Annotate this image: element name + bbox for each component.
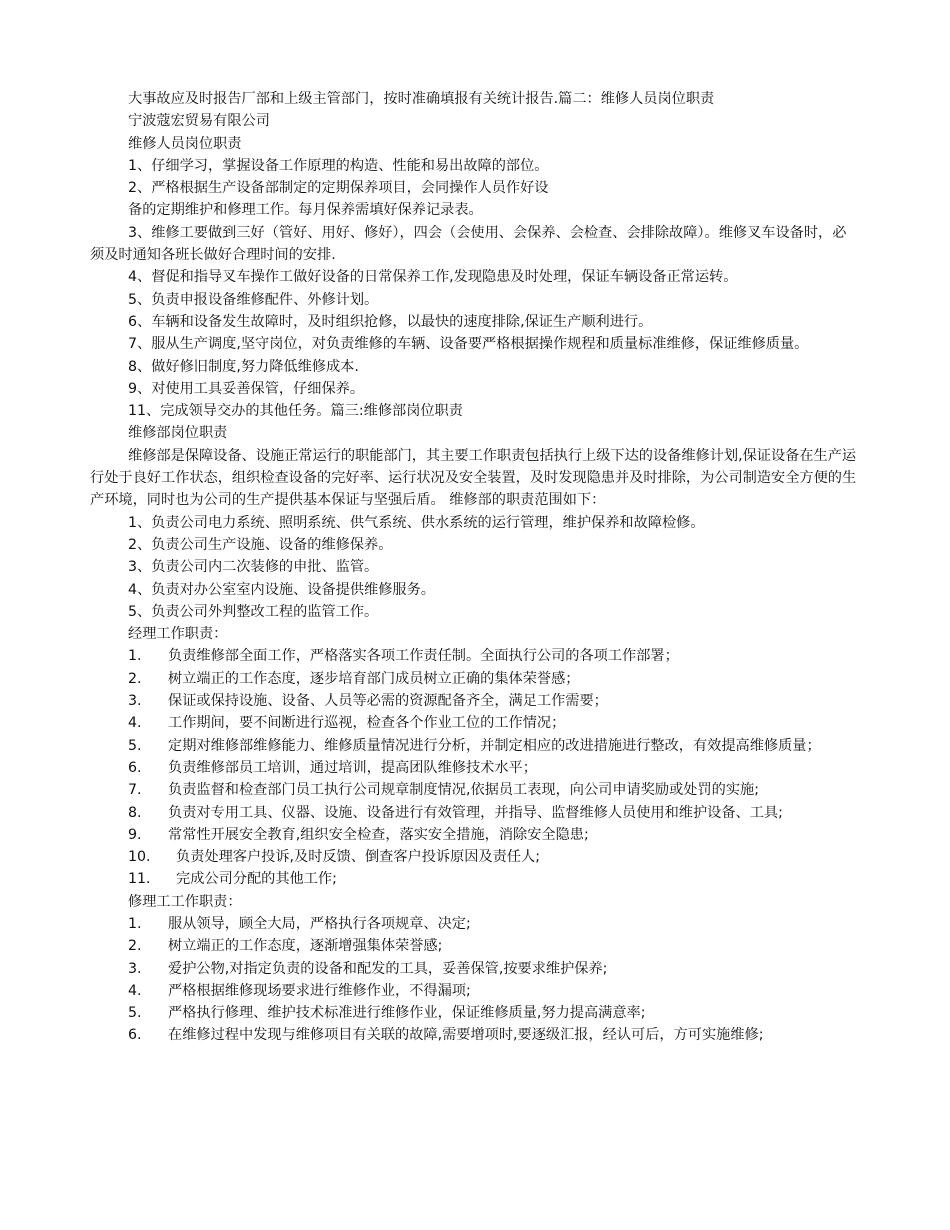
list-number: 6. [128,759,142,776]
list-text: 定期对维修部维修能力、维修质量情况进行分析，并制定相应的改进措施进行整改，有效提高维修质量； [168,737,821,754]
duty-item: 1、仔细学习，掌握设备工作原理的构造、性能和易出故障的部位。 [128,157,549,174]
duty-item: 9、对使用工具妥善保管，仔细保养。 [128,380,365,397]
list-number: 11. [128,871,151,888]
manager-duty-item [90,712,860,734]
list-number: 10. [128,849,151,866]
list-text: 完成公司分配的其他工作; [176,871,337,888]
list-number: 5. [128,1005,142,1022]
repair-duties-list [90,913,860,1047]
duty-item: 6、车辆和设备发生故障时，及时组织抢修，以最快的速度排除,保证生产顺利进行。 [128,313,653,330]
list-text: 负责维修部员工培训，通过培训，提高团队维修技术水平； [168,759,537,776]
list-text: 工作期间，要不间断进行巡视，检查各个作业工位的工作情况； [168,715,566,732]
scope-item: 2、负责公司生产设施、设备的维修保养。 [128,536,393,553]
duty-item: 3、维修工要做到三好（管好、用好、修好），四会（会使用、会保养、会检查、会排除故障）。维修叉车设备时，必须及时通知各班长做好合理时间的安排. [90,224,847,264]
manager-duty-item [90,668,860,690]
manager-duty-item [90,802,860,824]
list-text: 负责监督和检查部门员工执行公司规章制度情况,依据员工表现，向公司申请奖励或处罚的实施; [168,782,759,799]
list-text: 严格根据维修现场要求进行维修作业，不得漏项; [168,982,471,999]
duty-item: 5、负责申报设备维修配件、外修计划。 [128,291,379,308]
list-text: 负责处理客户投诉,及时反馈、倒查客户投诉原因及责任人; [176,849,540,866]
repair-duty-item [90,1002,860,1024]
list-number: 6. [128,1027,142,1044]
company-name: 宁波蔻宏贸易有限公司 [128,113,270,130]
repair-duties-heading: 修理工工作职责： [128,893,242,910]
manager-duty-item [90,779,860,801]
repair-duty-item [90,1024,860,1046]
list-number: 4. [128,715,142,732]
list-number: 2. [128,938,142,955]
manager-duty-item [90,757,860,779]
duty-item: 11、完成领导交办的其他任务。篇三:维修部岗位职责 [128,403,463,420]
manager-duties-list [90,645,860,890]
list-text: 负责对专用工具、仪器、设施、设备进行有效管理，并指导、监督维修人员使用和维护设备、工具; [168,804,783,821]
manager-duty-item [90,735,860,757]
list-number: 3. [128,960,142,977]
list-number: 2. [128,670,142,687]
list-number: 9. [128,826,142,843]
department-intro: 维修部是保障设备、设施正常运行的职能部门，其主要工作职责包括执行上级下达的设备维修计划,保证设备在生产运行处于良好工作状态，组织检查设备的完好率、运行状况及安全装置，及时发现隐患并及时排除，为公司制造安全方便的生产环境，同时也为公司的生产提供基本保证与坚强后盾。 维修部的职责范围如下： [90,447,857,509]
list-text: 常常性开展安全教育,组织安全检查，落实安全措施，消除安全隐患; [168,826,589,843]
section-title: 维修部岗位职责 [128,425,228,442]
scope-item: 4、负责对办公室室内设施、设备提供维修服务。 [128,581,435,598]
repair-duty-item [90,980,860,1002]
manager-duty-item [90,846,860,868]
list-number: 1. [128,648,142,665]
duty-item: 8、做好修旧制度,努力降低维修成本. [128,358,359,375]
repair-duty-item [90,958,860,980]
manager-duty-item [90,690,860,712]
section-title: 维修人员岗位职责 [128,135,242,152]
manager-duty-item [90,868,860,890]
duty-item: 2、严格根据生产设备部制定的定期保养项目，会同操作人员作好设 [128,180,549,197]
list-number: 7. [128,782,142,799]
duty-item-continued: 备的定期维护和修理工作。每月保养需填好保养记录表。 [128,202,483,219]
list-text: 负责维修部全面工作，严格落实各项工作责任制。全面执行公司的各项工作部署； [168,648,679,665]
document-page [90,88,860,1047]
repair-duty-item [90,913,860,935]
list-text: 在维修过程中发现与维修项目有关联的故障,需要增项时,要逐级汇报，经认可后，方可实施维修; [168,1027,764,1044]
list-text: 严格执行修理、维护技术标准进行维修作业，保证维修质量,努力提高满意率; [168,1005,646,1022]
duty-item: 7、服从生产调度,坚守岗位，对负责维修的车辆、设备要严格根据操作规程和质量标准维修，保证维修质量。 [128,336,809,353]
scope-item: 3、负责公司内二次装修的申批、监管。 [128,559,379,576]
repair-duty-item [90,935,860,957]
list-number: 4. [128,982,142,999]
list-number: 3. [128,693,142,710]
manager-duty-item [90,824,860,846]
duty-item: 4、督促和指导叉车操作工做好设备的日常保养工作,发现隐患及时处理，保证车辆设备正常运转。 [128,269,738,286]
manager-duty-item [90,645,860,667]
list-text: 爱护公物,对指定负责的设备和配发的工具，妥善保管,按要求维护保养; [168,960,608,977]
list-text: 树立端正的工作态度，逐步培育部门成员树立正确的集体荣誉感； [168,670,580,687]
list-number: 5. [128,737,142,754]
scope-item: 1、负责公司电力系统、照明系统、供气系统、供水系统的运行管理，维护保养和故障检修。 [128,514,705,531]
list-text: 保证或保持设施、设备、人员等必需的资源配备齐全，满足工作需要； [168,693,608,710]
list-text: 树立端正的工作态度，逐渐增强集体荣誉感; [168,938,443,955]
text-line: 大事故应及时报告厂部和上级主管部门，按时准确填报有关统计报告.篇二：维修人员岗位职责 [128,91,715,107]
scope-item: 5、负责公司外判整改工程的监管工作。 [128,603,379,620]
list-number: 1. [128,915,142,932]
list-number: 8. [128,804,142,821]
manager-duties-heading: 经理工作职责： [128,626,228,643]
list-text: 服从领导，顾全大局，严格执行各项规章、决定; [168,915,471,932]
